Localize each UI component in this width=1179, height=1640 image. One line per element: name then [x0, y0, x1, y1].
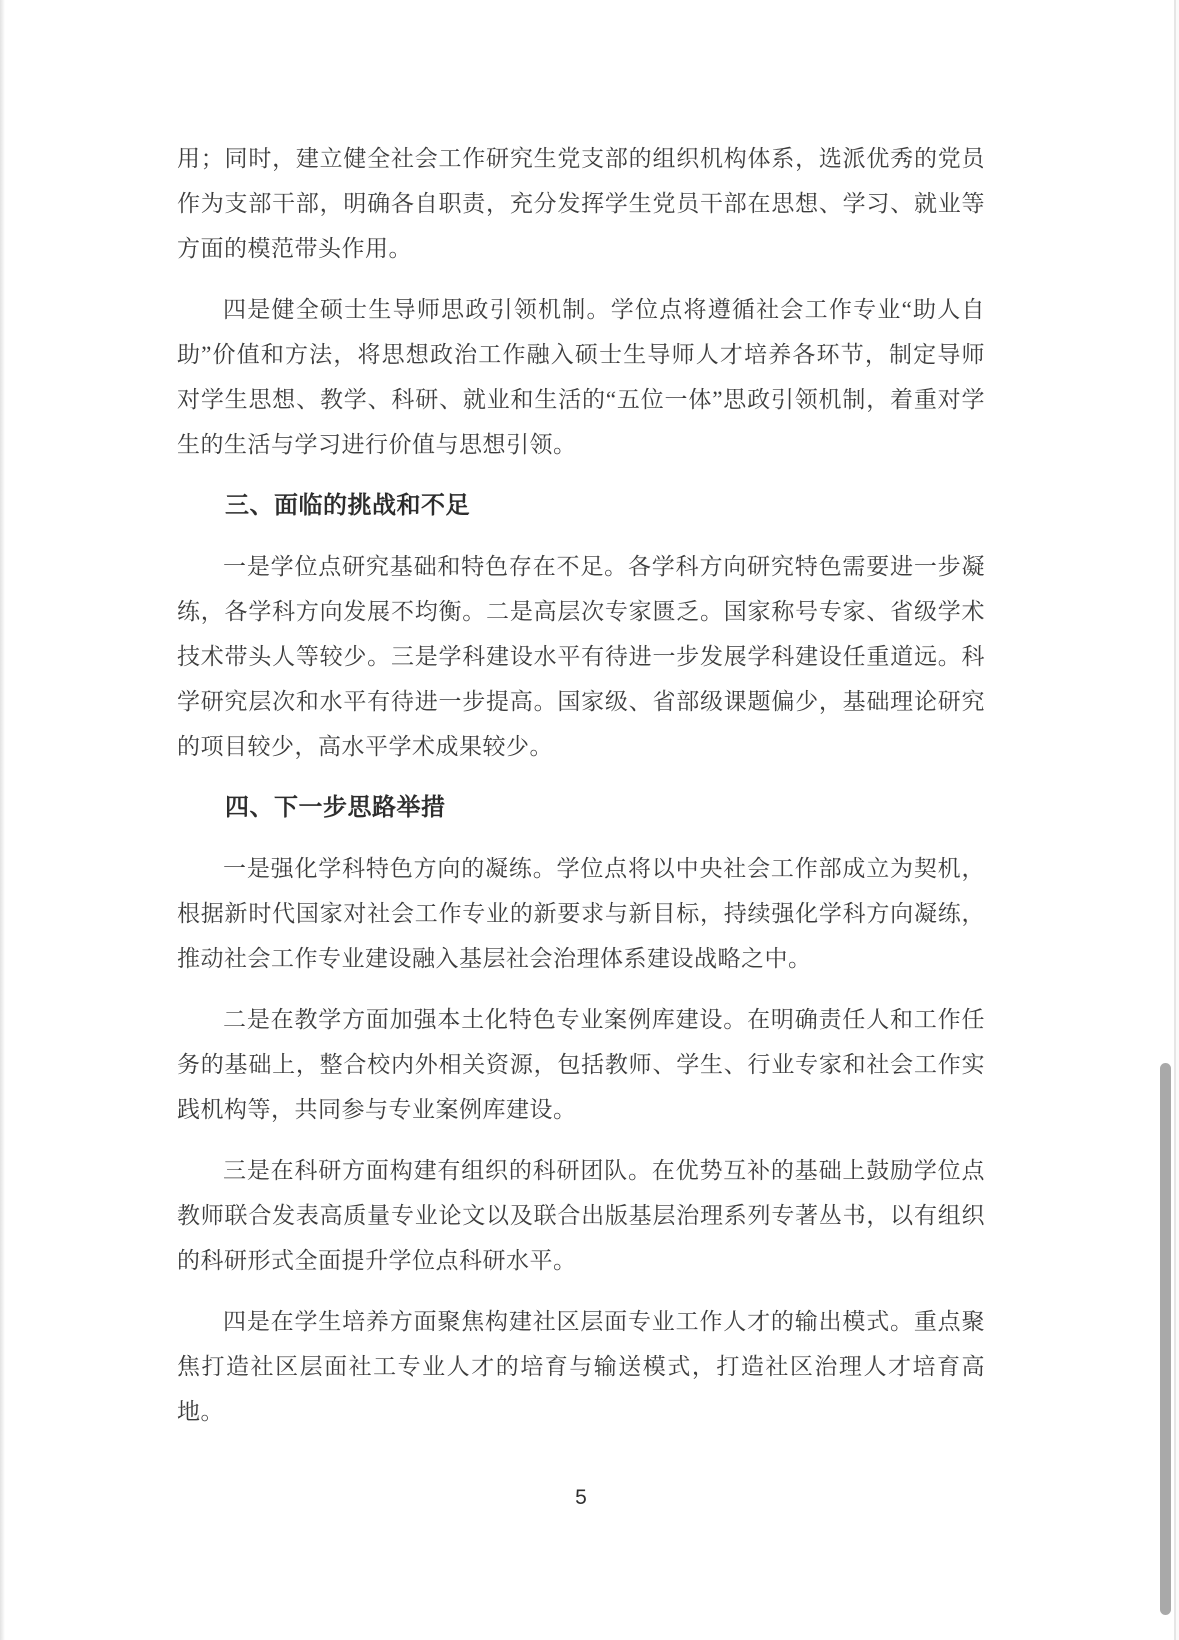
page-left-edge-shadow — [0, 0, 5, 1640]
page-right-edge-line — [1174, 0, 1176, 1640]
body-paragraph: 一是强化学科特色方向的凝练。学位点将以中央社会工作部成立为契机，根据新时代国家对社会工作专业的新要求与新目标，持续强化学科方向凝练，推动社会工作专业建设融入基层社会治理体系建设战略之中。 — [177, 856, 985, 971]
section-heading-challenges: 三、面临的挑战和不足 — [225, 492, 470, 519]
body-paragraph: 用；同时，建立健全社会工作研究生党支部的组织机构体系，选派优秀的党员作为支部干部，明确各自职责，充分发挥学生党员干部在思想、学习、就业等方面的模范带头作用。 — [177, 146, 985, 261]
body-paragraph: 三是在科研方面构建有组织的科研团队。在优势互补的基础上鼓励学位点教师联合发表高质量专业论文以及联合出版基层治理系列专著丛书，以有组织的科研形式全面提升学位点科研水平。 — [177, 1158, 985, 1273]
body-paragraph: 四是在学生培养方面聚焦构建社区层面专业工作人才的输出模式。重点聚焦打造社区层面社工专业人才的培育与输送模式，打造社区治理人才培育高地。 — [177, 1309, 985, 1424]
body-paragraph: 四是健全硕士生导师思政引领机制。学位点将遵循社会工作专业“助人自助”价值和方法，将思想政治工作融入硕士生导师人才培养各环节，制定导师对学生思想、教学、科研、就业和生活的“五位一体”思政引领机制，着重对学生的生活与学习进行价值与思想引领。 — [177, 297, 985, 457]
body-paragraph: 一是学位点研究基础和特色存在不足。各学科方向研究特色需要进一步凝练，各学科方向发展不均衡。二是高层次专家匮乏。国家称号专家、省级学术技术带头人等较少。三是学科建设水平有待进一步发展学科建设任重道远。科学研究层次和水平有待进一步提高。国家级、省部级课题偏少，基础理论研究的项目较少，高水平学术成果较少。 — [177, 554, 985, 759]
document-page — [177, 136, 985, 1450]
section-heading-next-steps: 四、下一步思路举措 — [225, 794, 446, 821]
page-number: 5 — [575, 1486, 587, 1509]
body-paragraph: 二是在教学方面加强本土化特色专业案例库建设。在明确责任人和工作任务的基础上，整合校内外相关资源，包括教师、学生、行业专家和社会工作实践机构等，共同参与专业案例库建设。 — [177, 1007, 985, 1122]
vertical-scrollbar-thumb[interactable] — [1160, 1063, 1171, 1615]
